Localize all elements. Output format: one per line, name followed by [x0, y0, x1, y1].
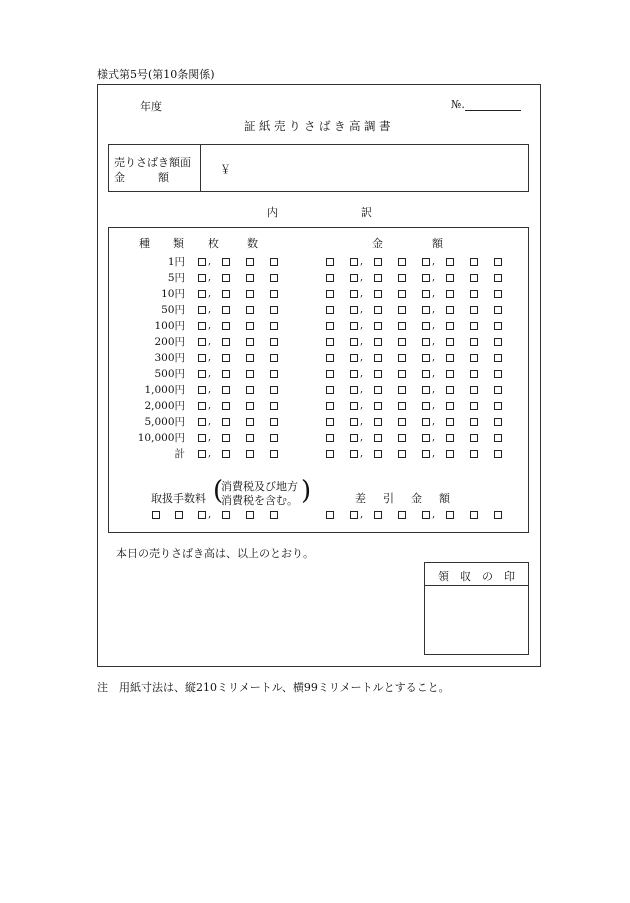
count-digit-box[interactable] — [246, 290, 254, 298]
comma-separator: , — [208, 400, 212, 411]
amount-digit-box[interactable] — [398, 338, 406, 346]
amount-digit-box[interactable] — [350, 306, 358, 314]
document-title: 証紙売りさばき高調書 — [244, 119, 394, 133]
receipt-seal-label: 領 収 の 印 — [438, 570, 515, 583]
count-digit-box[interactable] — [222, 354, 230, 362]
amount-digit-box[interactable] — [470, 370, 478, 378]
count-digit-box[interactable] — [246, 306, 254, 314]
count-digit-box[interactable] — [246, 370, 254, 378]
denomination-label: 50円 — [161, 304, 185, 316]
amount-digit-box[interactable] — [326, 402, 334, 410]
amount-digit-box[interactable] — [494, 306, 502, 314]
face-amount-input[interactable] — [236, 150, 521, 186]
comma-separator: , — [432, 320, 436, 331]
amount-digit-box[interactable] — [470, 450, 478, 458]
comma-separator: , — [208, 432, 212, 443]
count-digit-box[interactable] — [198, 402, 206, 410]
amount-digit-box[interactable] — [350, 290, 358, 298]
count-digit-box[interactable] — [198, 290, 206, 298]
face-amount-divider — [200, 144, 201, 192]
amount-digit-box[interactable] — [398, 306, 406, 314]
count-digit-box[interactable] — [222, 338, 230, 346]
count-digit-box[interactable] — [270, 354, 278, 362]
number-label: №. — [451, 98, 465, 111]
amount-digit-box[interactable] — [326, 354, 334, 362]
amount-digit-box[interactable] — [350, 402, 358, 410]
denomination-label: 10円 — [161, 288, 185, 300]
amount-digit-box[interactable] — [374, 434, 382, 442]
amount-digit-box[interactable] — [494, 402, 502, 410]
count-digit-box[interactable] — [270, 386, 278, 394]
comma-separator: , — [208, 256, 212, 267]
comma-separator: , — [432, 256, 436, 267]
amount-digit-box[interactable] — [326, 274, 334, 282]
difference-digit-box[interactable] — [494, 511, 502, 519]
count-digit-box[interactable] — [270, 418, 278, 426]
comma-separator: , — [360, 320, 364, 331]
denomination-label: 計 — [174, 448, 185, 460]
amount-digit-box[interactable] — [350, 386, 358, 394]
denomination-label: 1,000円 — [144, 384, 185, 396]
comma-separator: , — [208, 304, 212, 315]
comma-separator: , — [432, 448, 436, 459]
amount-digit-box[interactable] — [446, 354, 454, 362]
amount-digit-box[interactable] — [374, 274, 382, 282]
count-digit-box[interactable] — [198, 418, 206, 426]
amount-digit-box[interactable] — [398, 258, 406, 266]
amount-digit-box[interactable] — [422, 450, 430, 458]
number-blank — [465, 100, 521, 111]
amount-digit-box[interactable] — [446, 274, 454, 282]
count-header: 枚 数 — [208, 237, 260, 250]
count-digit-box[interactable] — [246, 338, 254, 346]
count-digit-box[interactable] — [270, 450, 278, 458]
amount-digit-box[interactable] — [446, 386, 454, 394]
fee-note-line1: 消費税及び地方 — [221, 480, 298, 493]
amount-digit-box[interactable] — [422, 290, 430, 298]
count-digit-box[interactable] — [222, 418, 230, 426]
count-digit-box[interactable] — [198, 370, 206, 378]
count-digit-box[interactable] — [270, 306, 278, 314]
amount-digit-box[interactable] — [326, 338, 334, 346]
seal-stamp-area[interactable] — [426, 588, 527, 653]
amount-digit-box[interactable] — [470, 418, 478, 426]
count-digit-box[interactable] — [198, 450, 206, 458]
comma-separator: , — [360, 384, 364, 395]
amount-digit-box[interactable] — [350, 418, 358, 426]
amount-digit-box[interactable] — [446, 418, 454, 426]
amount-digit-box[interactable] — [470, 274, 478, 282]
amount-digit-box[interactable] — [374, 306, 382, 314]
comma-separator: , — [360, 509, 364, 520]
amount-digit-box[interactable] — [350, 274, 358, 282]
amount-digit-box[interactable] — [374, 370, 382, 378]
count-digit-box[interactable] — [246, 386, 254, 394]
count-digit-box[interactable] — [198, 386, 206, 394]
comma-separator: , — [208, 448, 212, 459]
count-digit-box[interactable] — [270, 322, 278, 330]
amount-digit-box[interactable] — [470, 258, 478, 266]
fee-digit-box[interactable] — [152, 511, 160, 519]
amount-digit-box[interactable] — [494, 290, 502, 298]
amount-digit-box[interactable] — [398, 418, 406, 426]
count-digit-box[interactable] — [198, 274, 206, 282]
amount-digit-box[interactable] — [398, 290, 406, 298]
fee-note-line2: 消費税を含む。 — [221, 494, 298, 507]
denomination-label: 10,000円 — [137, 432, 185, 444]
fee-digit-box[interactable] — [198, 511, 206, 519]
amount-digit-box[interactable] — [326, 322, 334, 330]
count-digit-box[interactable] — [270, 370, 278, 378]
amount-digit-box[interactable] — [398, 354, 406, 362]
amount-digit-box[interactable] — [422, 258, 430, 266]
count-digit-box[interactable] — [270, 434, 278, 442]
fee-digit-box[interactable] — [222, 511, 230, 519]
difference-digit-box[interactable] — [326, 511, 334, 519]
amount-digit-box[interactable] — [470, 434, 478, 442]
amount-digit-box[interactable] — [350, 434, 358, 442]
comma-separator: , — [432, 509, 436, 520]
comma-separator: , — [208, 272, 212, 283]
amount-digit-box[interactable] — [494, 338, 502, 346]
fee-digit-box[interactable] — [175, 511, 183, 519]
comma-separator: , — [432, 416, 436, 427]
difference-label: 差 引 金 額 — [355, 492, 453, 505]
amount-digit-box[interactable] — [470, 402, 478, 410]
number-field[interactable] — [451, 98, 521, 111]
count-digit-box[interactable] — [222, 402, 230, 410]
comma-separator: , — [208, 320, 212, 331]
count-digit-box[interactable] — [198, 322, 206, 330]
amount-digit-box[interactable] — [422, 402, 430, 410]
amount-digit-box[interactable] — [374, 354, 382, 362]
amount-digit-box[interactable] — [326, 306, 334, 314]
count-digit-box[interactable] — [198, 338, 206, 346]
count-digit-box[interactable] — [222, 434, 230, 442]
comma-separator: , — [360, 400, 364, 411]
face-amount-label-line2: 金 額 — [114, 171, 169, 184]
amount-digit-box[interactable] — [326, 370, 334, 378]
fee-note-close-paren: ) — [301, 476, 312, 506]
footnote-text: 注 用紙寸法は、縦210ミリメートル、横99ミリメートルとすること。 — [97, 681, 450, 694]
amount-digit-box[interactable] — [398, 402, 406, 410]
amount-digit-box[interactable] — [374, 338, 382, 346]
amount-digit-box[interactable] — [326, 258, 334, 266]
count-digit-box[interactable] — [222, 322, 230, 330]
amount-digit-box[interactable] — [446, 434, 454, 442]
difference-digit-box[interactable] — [446, 511, 454, 519]
denomination-label: 300円 — [154, 352, 185, 364]
amount-digit-box[interactable] — [494, 418, 502, 426]
amount-digit-box[interactable] — [470, 306, 478, 314]
count-digit-box[interactable] — [246, 402, 254, 410]
count-digit-box[interactable] — [270, 258, 278, 266]
denomination-label: 100円 — [154, 320, 185, 332]
kind-header: 種 類 — [139, 237, 190, 250]
fiscal-year-label: 年度 — [140, 100, 162, 113]
amount-digit-box[interactable] — [374, 258, 382, 266]
amount-digit-box[interactable] — [422, 386, 430, 394]
difference-digit-box[interactable] — [350, 511, 358, 519]
amount-digit-box[interactable] — [494, 274, 502, 282]
comma-separator: , — [432, 288, 436, 299]
comma-separator: , — [360, 288, 364, 299]
amount-digit-box[interactable] — [350, 338, 358, 346]
amount-digit-box[interactable] — [494, 386, 502, 394]
count-digit-box[interactable] — [222, 306, 230, 314]
amount-digit-box[interactable] — [398, 450, 406, 458]
denomination-label: 5,000円 — [144, 416, 185, 428]
amount-digit-box[interactable] — [422, 322, 430, 330]
comma-separator: , — [432, 272, 436, 283]
amount-digit-box[interactable] — [422, 370, 430, 378]
amount-digit-box[interactable] — [446, 370, 454, 378]
amount-digit-box[interactable] — [326, 434, 334, 442]
denomination-label: 5円 — [167, 272, 185, 284]
amount-digit-box[interactable] — [350, 354, 358, 362]
count-digit-box[interactable] — [222, 258, 230, 266]
fee-digit-box[interactable] — [270, 511, 278, 519]
count-digit-box[interactable] — [270, 290, 278, 298]
denomination-label: 500円 — [154, 368, 185, 380]
count-digit-box[interactable] — [198, 354, 206, 362]
fee-label: 取扱手数料 — [151, 492, 206, 505]
amount-digit-box[interactable] — [494, 354, 502, 362]
count-digit-box[interactable] — [222, 290, 230, 298]
amount-digit-box[interactable] — [446, 402, 454, 410]
amount-digit-box[interactable] — [422, 274, 430, 282]
count-digit-box[interactable] — [198, 306, 206, 314]
amount-digit-box[interactable] — [470, 338, 478, 346]
breakdown-left-label: 内 — [267, 206, 278, 219]
amount-digit-box[interactable] — [326, 290, 334, 298]
amount-digit-box[interactable] — [494, 370, 502, 378]
comma-separator: , — [208, 288, 212, 299]
count-digit-box[interactable] — [222, 386, 230, 394]
form-number-label: 様式第5号(第10条関係) — [97, 68, 215, 81]
comma-separator: , — [360, 336, 364, 347]
count-digit-box[interactable] — [246, 322, 254, 330]
count-digit-box[interactable] — [246, 450, 254, 458]
amount-digit-box[interactable] — [446, 322, 454, 330]
count-digit-box[interactable] — [246, 434, 254, 442]
amount-digit-box[interactable] — [350, 258, 358, 266]
amount-digit-box[interactable] — [374, 402, 382, 410]
count-digit-box[interactable] — [222, 450, 230, 458]
comma-separator: , — [432, 336, 436, 347]
amount-digit-box[interactable] — [422, 354, 430, 362]
fee-digit-box[interactable] — [246, 511, 254, 519]
amount-digit-box[interactable] — [494, 322, 502, 330]
statement-text: 本日の売りさばき高は、以上のとおり。 — [116, 547, 314, 560]
amount-digit-box[interactable] — [446, 338, 454, 346]
comma-separator: , — [432, 304, 436, 315]
count-digit-box[interactable] — [246, 258, 254, 266]
yen-sign: ￥ — [220, 163, 231, 176]
comma-separator: , — [208, 384, 212, 395]
comma-separator: , — [208, 416, 212, 427]
amount-digit-box[interactable] — [446, 258, 454, 266]
comma-separator: , — [360, 304, 364, 315]
amount-digit-box[interactable] — [398, 370, 406, 378]
amount-digit-box[interactable] — [374, 290, 382, 298]
amount-digit-box[interactable] — [398, 274, 406, 282]
count-digit-box[interactable] — [270, 274, 278, 282]
comma-separator: , — [208, 352, 212, 363]
amount-digit-box[interactable] — [422, 306, 430, 314]
difference-digit-box[interactable] — [374, 511, 382, 519]
amount-digit-box[interactable] — [374, 386, 382, 394]
count-digit-box[interactable] — [222, 274, 230, 282]
count-digit-box[interactable] — [246, 354, 254, 362]
amount-digit-box[interactable] — [398, 386, 406, 394]
comma-separator: , — [360, 352, 364, 363]
count-digit-box[interactable] — [270, 402, 278, 410]
difference-digit-box[interactable] — [398, 511, 406, 519]
comma-separator: , — [208, 509, 212, 520]
amount-digit-box[interactable] — [446, 290, 454, 298]
comma-separator: , — [432, 400, 436, 411]
amount-digit-box[interactable] — [350, 322, 358, 330]
comma-separator: , — [432, 384, 436, 395]
amount-digit-box[interactable] — [470, 290, 478, 298]
denomination-label: 2,000円 — [144, 400, 185, 412]
amount-digit-box[interactable] — [374, 450, 382, 458]
comma-separator: , — [360, 432, 364, 443]
amount-digit-box[interactable] — [326, 450, 334, 458]
amount-digit-box[interactable] — [350, 370, 358, 378]
amount-digit-box[interactable] — [446, 306, 454, 314]
amount-digit-box[interactable] — [470, 386, 478, 394]
comma-separator: , — [360, 272, 364, 283]
comma-separator: , — [432, 352, 436, 363]
comma-separator: , — [360, 368, 364, 379]
face-amount-label-line1: 売りさばき額面 — [114, 156, 191, 169]
comma-separator: , — [208, 368, 212, 379]
count-digit-box[interactable] — [246, 418, 254, 426]
amount-digit-box[interactable] — [422, 418, 430, 426]
fee-note-open-paren: ( — [213, 476, 224, 506]
amount-digit-box[interactable] — [494, 450, 502, 458]
amount-digit-box[interactable] — [374, 418, 382, 426]
amount-digit-box[interactable] — [350, 450, 358, 458]
amount-digit-box[interactable] — [398, 434, 406, 442]
amount-digit-box[interactable] — [374, 322, 382, 330]
amount-header: 金 額 — [372, 237, 447, 250]
comma-separator: , — [432, 368, 436, 379]
count-digit-box[interactable] — [246, 274, 254, 282]
amount-digit-box[interactable] — [470, 354, 478, 362]
difference-digit-box[interactable] — [422, 511, 430, 519]
amount-digit-box[interactable] — [494, 258, 502, 266]
amount-digit-box[interactable] — [422, 338, 430, 346]
denomination-label: 1円 — [167, 256, 185, 268]
amount-digit-box[interactable] — [494, 434, 502, 442]
amount-digit-box[interactable] — [326, 418, 334, 426]
count-digit-box[interactable] — [198, 258, 206, 266]
amount-digit-box[interactable] — [422, 434, 430, 442]
amount-digit-box[interactable] — [446, 450, 454, 458]
breakdown-right-label: 訳 — [361, 206, 372, 219]
comma-separator: , — [208, 336, 212, 347]
comma-separator: , — [360, 448, 364, 459]
difference-digit-box[interactable] — [470, 511, 478, 519]
count-digit-box[interactable] — [270, 338, 278, 346]
amount-digit-box[interactable] — [470, 322, 478, 330]
comma-separator: , — [360, 256, 364, 267]
amount-digit-box[interactable] — [398, 322, 406, 330]
comma-separator: , — [360, 416, 364, 427]
count-digit-box[interactable] — [222, 370, 230, 378]
comma-separator: , — [432, 432, 436, 443]
amount-digit-box[interactable] — [326, 386, 334, 394]
receipt-seal-divider — [424, 585, 529, 586]
count-digit-box[interactable] — [198, 434, 206, 442]
denomination-label: 200円 — [154, 336, 185, 348]
